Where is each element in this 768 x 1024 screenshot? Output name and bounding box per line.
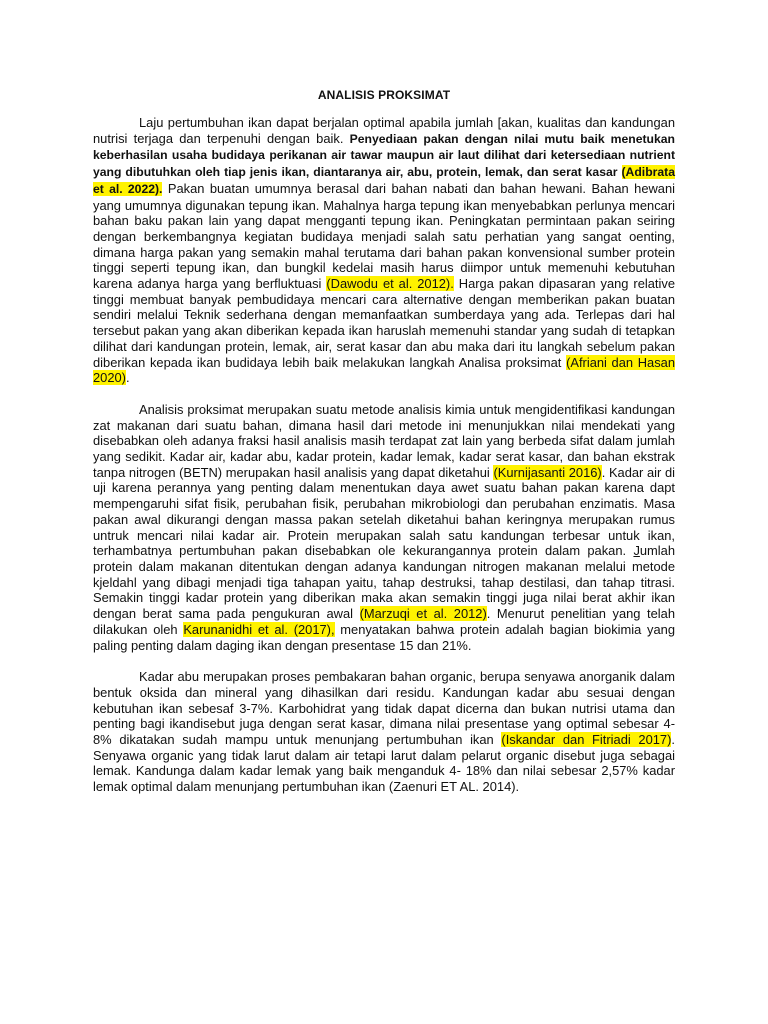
- citation-highlight: Karunanidhi et al. (2017),: [183, 621, 335, 637]
- text-segment: . Menurut penelitian yang telah dilakukan oleh: [93, 606, 675, 637]
- citation-highlight: (Adibrata et al. 2022).: [93, 165, 675, 196]
- citation-highlight: (Afriani dan Hasan 2020): [93, 354, 675, 386]
- text-segment: .: [125, 370, 130, 386]
- text-segment: Analisis proksimat merupakan suatu metode analisis kimia untuk mengidentifikasi kandungan zat makanan dari suatu bahan, dimana hasil dari metode ini menunjukkan nilai mendekati yang disebabkan oleh adanya fraksi hasil analisis masih terdapat zat lain yang berbeda sifat dalam jumlah yang sedikit. Kadar air, kadar abu, kadar protein, kadar lemak, kadar serat kasar, dan bahan ekstrak tanpa nitrogen (BETN) merupakan hasil analisis yang dapat diketahui: [93, 401, 675, 480]
- text-segment: Pakan buatan umumnya berasal dari bahan nabati dan bahan hewani. Bahan hewani yang umumnya digunakan tepung ikan. Mahalnya harga tepung ikan menyebabkan perlunya mencari bahan baku pakan lain yang dapat mengganti tepung ikan. Peningkatan permintaan pakan seiring dengan berkembangnya kegiatan budidaya menjadi salah satu perhatian yang sangat oenting, dimana harga pakan yang semakin mahal terutama dari bahan pakan konvensional sumber protein tinggi seperti tepung ikan, dan bungkil kedelai masih harus diimpor untuk memenuhi kebutuhan karena adanya harga yang berfluktuasi: [93, 180, 676, 292]
- text-segment: umlah protein dalam makanan ditentukan dengan adanya kandungan nitrogen makanan melalui metode kjeldahl yang dibagi menjadi tiga tahapan yaitu, tahap destruksi, tahap destilasi, dan tahap titrasi. Semakin tinggi kadar protein yang diberikan maka akan semakin tinggi juga nilai berat akhir ikan dengan berat sama pada pengukuran awal: [93, 543, 675, 622]
- citation-highlight: (Iskandar dan Fitriadi 2017): [501, 732, 672, 748]
- text-segment: . Senyawa organic yang tidak larut dalam air tetapi larut dalam pelarut organic disebut juga sebagai lemak. Kandunga dalam kadar lemak yang baik menganduk 4- 18% dan nilai sebesar 2,57% kadar lemak optimal dalam menunjang pertumbuhan ikan (Zaenuri ET AL. 2014).: [93, 732, 675, 795]
- paragraph-2: [93, 402, 675, 653]
- underlined-text-segment: J: [633, 543, 640, 559]
- document-body: [93, 115, 675, 811]
- paragraph-1: [93, 115, 675, 386]
- text-segment: Laju pertumbuhan ikan dapat berjalan optimal apabila jumlah [akan, kualitas dan kandungan nutrisi terjaga dan terpenuhi dengan baik.: [93, 115, 675, 146]
- bold-text-segment: Penyediaan pakan dengan nilai mutu baik menetukan keberhasilan usaha budidaya perikanan air tawar maupun air laut dilihat dari ketersediaan nutrient yang dibutuhkan oleh tiap jenis ikan, diantaranya air, abu, protein, lemak, dan serat kasar: [93, 131, 675, 180]
- citation-highlight: (Dawodu et al. 2012).: [326, 276, 454, 292]
- text-segment: Harga pakan dipasaran yang relative tinggi membuat banyak pembudidaya mencari cara alternative dengan memberikan pakan buatan sendiri melalui Teknik sederhana dengan memanfaatkan sumberdaya yang ada. Terlepas dari hal tersebut pakan yang akan diberikan kepada ikan haruslah memenuhi standar yang sudah di tetapkan dilihat dari kandungan protein, lemak, air, serat kasar dan abu maka dari itu langkah sebelum pakan diberikan kepada ikan budidaya lebih baik melakukan langkah Analisa proksimat: [93, 276, 675, 370]
- document-title: ANALISIS PROKSIMAT: [317, 88, 451, 102]
- paragraph-3: [93, 669, 675, 795]
- citation-highlight: (Marzuqi et al. 2012): [359, 606, 487, 622]
- text-segment: menyatakan bahwa protein adalah bagian biokimia yang paling penting dalam daging ikan dengan presentase 15 dan 21%.: [93, 621, 675, 653]
- citation-highlight: (Kurnijasanti 2016): [493, 464, 602, 480]
- text-segment: . Kadar air di uji karena perannya yang penting dalam menentukan daya awet suatu bahan pakan karena dapt mempengaruhi sifat fisik, perubahan fisik, perubahan mikrobiologi dan perubahan enzimatis. Masa pakan awal dikurangi dengan massa pakan setelah diketahui bahan keringnya merupakan rumus untruk mencari nilai kadar air. Protein merupakan salah satu kandungan terbesar untuk ikan, terhambatnya pertumbuhan pakan disebabkan ole kekurangannya protein dalam pakan.: [93, 464, 675, 559]
- text-segment: Kadar abu merupakan proses pembakaran bahan organic, berupa senyawa anorganik dalam bentuk oksida dan mineral yang dihasilkan dari residu. Kandungan kadar abu sesuai dengan kebutuhan ikan sebesaf 3-7%. Karbohidrat yang tidak dapat dicerna dan bukan nutrisi utama dan penting bagi ikandisebut juga dengan serat kasar, dimana nilai presentase yang optimal sebesar 4-8% dikatakan sudah mampu untuk menunjang pertumbuhan ikan: [93, 669, 675, 748]
